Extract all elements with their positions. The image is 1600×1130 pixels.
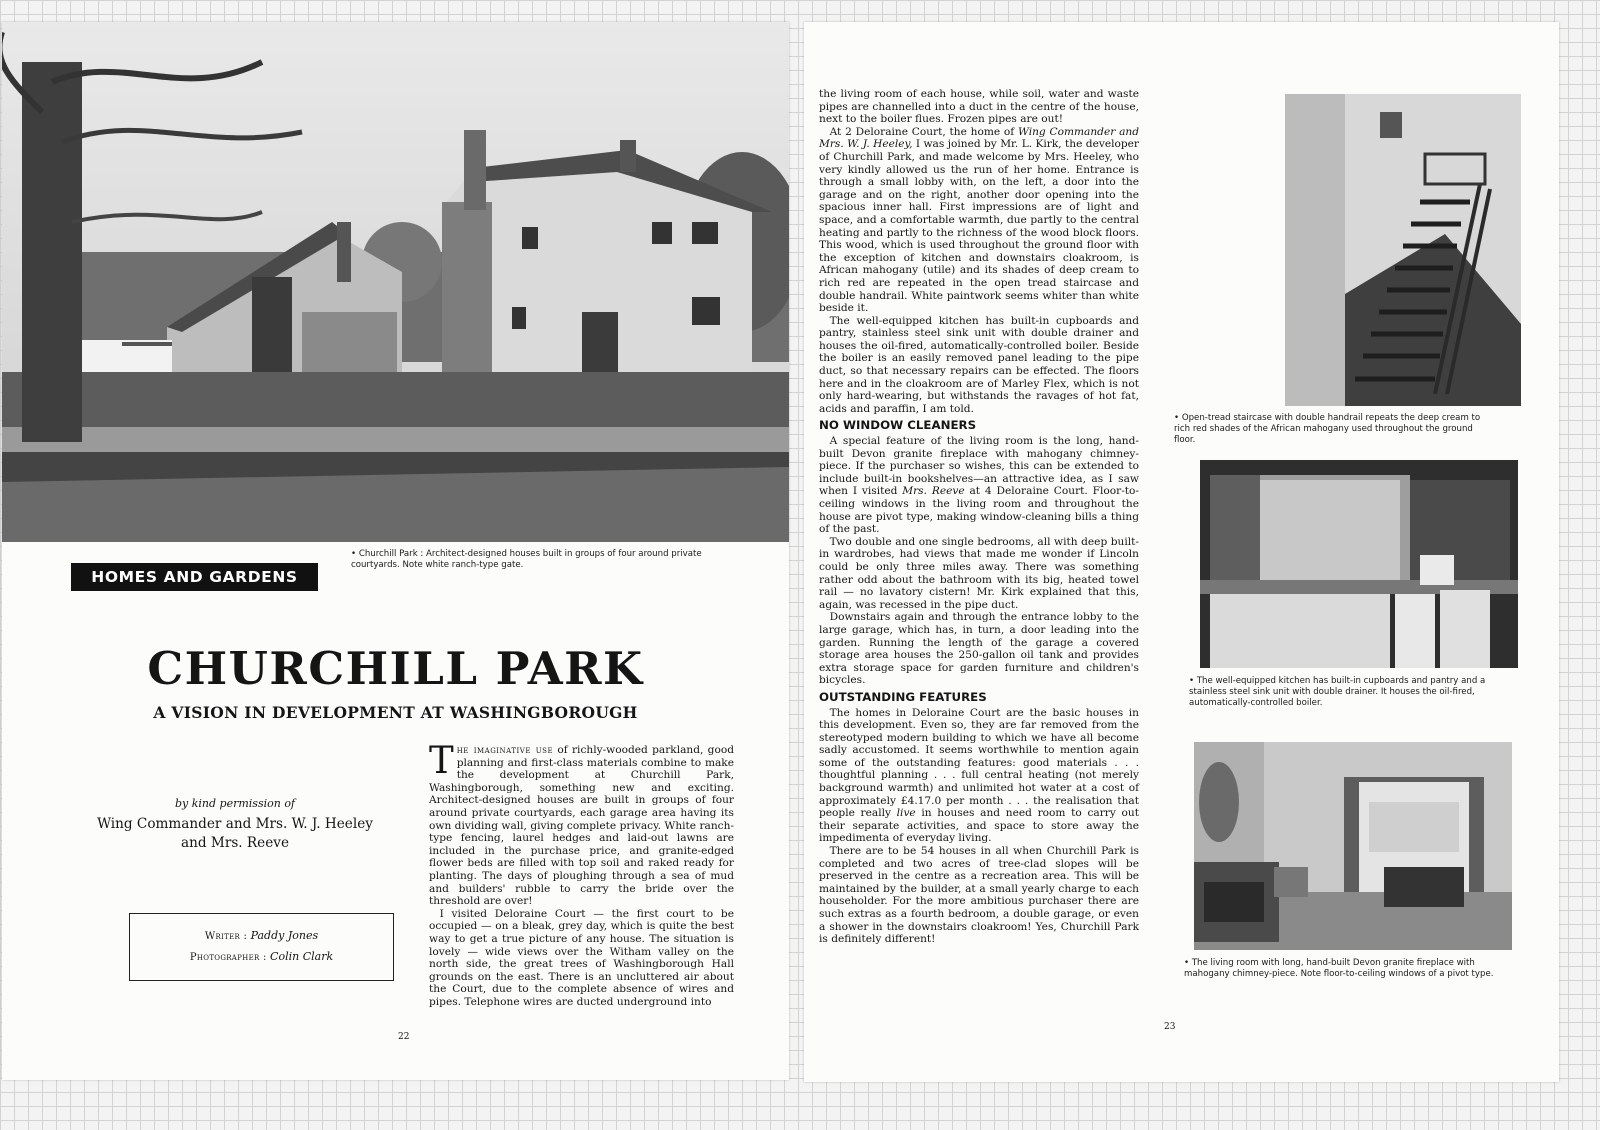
bullet-icon: • [1184,958,1192,968]
permission-line-1: Wing Commander and Mrs. W. J. Heeley [97,816,373,832]
article-paragraph: I visited Deloraine Court — the first court to be occupied — on a bleak, grey day, which is quite the best way to get a true picture of any house. The situation is lovely — wide views over the Witham valley on the north side, the great trees of Washingborough Hall grounds on the east. There is an uncluttered air about the Court, due to the complete absence of wires and pipes. Telephone wires are ducted underground into [429,907,734,1008]
left-page [2,22,789,1080]
article-paragraph: There are to be 54 houses in all when Churchill Park is completed and two acres of tree-clad slopes will be preserved in the centre as a recreation area. This will be maintained by the builder, at a small yearly charge to each householder. For the more ambitious purchaser there are such extras as a fourth bedroom, a double garage, or even a shower in the downstairs cloakroom! Yes, Churchill Park is definitely different! [819,845,1139,946]
article-paragraph: Two double and one single bedrooms, all with deep built-in wardrobes, had views that made me wonder if Lincoln could be only three miles away. There was something rather odd about the bathroom with its big, heated towel rail — no lavatory cistern! Mr. Kirk explained that this, again, was recessed in the pipe duct. [819,535,1139,611]
bullet-icon: • [1189,676,1197,686]
caption-staircase: • Open-tread staircase with double handrail repeats the deep cream to rich red shades of the African mahogany used throughout the ground floor. [1174,413,1481,446]
bullet-icon: • [1174,413,1182,423]
article-subtitle: A VISION IN DEVELOPMENT AT WASHINGBOROUGH [153,703,638,722]
section-badge-homes-and-gardens: HOMES AND GARDENS [71,563,318,591]
article-title: CHURCHILL PARK [147,642,644,695]
caption-living-room: • The living room with long, hand-built Devon granite fireplace with mahogany chimney-piece. Note floor-to-ceiling windows of a pivot type. [1184,958,1494,980]
photo-living-room [1194,742,1512,950]
subhead-outstanding-features: OUTSTANDING FEATURES [819,689,987,704]
page-number-right: 23 [1164,1022,1176,1032]
caption-kitchen: • The well-equipped kitchen has built-in cupboards and pantry and a stainless steel sink unit with double drainer. It houses the oil-fired, automatically-controlled boiler. [1189,676,1486,709]
article-paragraph: the living room of each house, while soil, water and waste pipes are channelled into a duct in the centre of the house, next to the boiler flues. Frozen pipes are out! [819,88,1139,126]
permission-line-2: and Mrs. Reeve [181,835,289,851]
permission-credits [70,797,400,853]
writer-photographer-box [129,913,394,981]
writer-name: Paddy Jones [250,929,319,942]
page-number-left: 22 [398,1032,410,1042]
article-paragraph: A special feature of the living room is the long, hand-built Devon granite fireplace with mahogany chimney-piece. If the purchaser so wishes, this can be extended to include built-in bookshelves—an attractive idea, as I saw when I visited Mrs. Reeve at 4 Deloraine Court. Floor-to-ceiling windows in the living room and throughout the house are pivot type, making window-cleaning bills a thing of the past. [819,435,1139,536]
photographer-label: Photographer : [189,952,267,963]
permission-intro: by kind permission of [174,797,296,810]
photographer-name: Colin Clark [270,950,334,963]
photo-staircase [1285,94,1521,406]
article-paragraph: At 2 Deloraine Court, the home of Wing Commander and Mrs. W. J. Heeley, I was joined by Mr. L. Kirk, the developer of Churchill Park, and made welcome by Mrs. Heeley, who very kindly allowed us the run of her home. Entrance is through a small lobby with, on the left, a door into the garage and on the right, another door opening into the spacious inner hall. First impressions are of light and space, and a comfortable warmth, due partly to the central heating and partly to the richness of the wood block floors. This wood, which is used throughout the ground floor with the exception of kitchen and downstairs cloakroom, is African mahogany (utile) and its shades of deep cream to rich red are repeated in the open tread staircase and double handrail. White paintwork seems whiter than white beside it. [819,125,1139,315]
article-paragraph: Downstairs again and through the entrance lobby to the large garage, which has, in turn, a door leading into the garden. Running the length of the garage a covered storage area houses the 250-gallon oil tank and provides extra storage space for garden furniture and children's bicycles. [819,611,1139,687]
article-column-right [819,88,1139,946]
photo-kitchen [1200,460,1518,668]
writer-label: Writer : [204,931,248,942]
article-paragraph: The homes in Deloraine Court are the basic houses in this development. Even so, they are far removed from the stereotyped modern building to which we have all become sadly accustomed. It seems worthwhile to mention again some of the outstanding features: good materials . . . thoughtful planning . . . full central heating (not merely background warmth) and unlimited hot water at a cost of approximately £4.17.0 per month . . . the realisation that people really live in houses and need room to carry out their separate activities, and space to store away the impedimenta of everyday living. [819,706,1140,845]
hero-caption: • Churchill Park : Architect-designed houses built in groups of four around private courtyards. Note white ranch-type gate. [351,549,702,571]
article-paragraph: The imaginative use of richly-wooded parkland, good planning and first-class materials combine to make the development at Churchill Park, Washingborough, something new and exciting. Architect-designed houses are built in groups of four around private courtyards, each garage area having its own dividing wall, giving complete privacy. White ranch-type fencing, laurel hedges and laid-out lawns are included in the purchase price, and granite-edged flower beds are filled with top soil and raked ready for planting. The days of ploughing through a sea of mud and builders' rubble to carry the bride over the threshold are over! [429,739,734,908]
bullet-icon: • [351,549,359,559]
subhead-no-window-cleaners: NO WINDOW CLEANERS [819,418,977,433]
article-paragraph: The well-equipped kitchen has built-in cupboards and pantry, stainless steel sink unit with double drainer and houses the oil-fired, automatically-controlled boiler. Beside the boiler is an easily removed panel leading to the pipe duct, so that necessary repairs can be effected. The floors here and in the cloakroom are of Marley Flex, which is not only hard-wearing, but withstands the ravages of hot fat, acids and paraffin, I am told. [819,314,1139,415]
article-column-left [429,739,734,1008]
right-page [804,22,1559,1082]
hero-photo-houses [2,22,789,542]
drop-cap: T [429,739,454,782]
